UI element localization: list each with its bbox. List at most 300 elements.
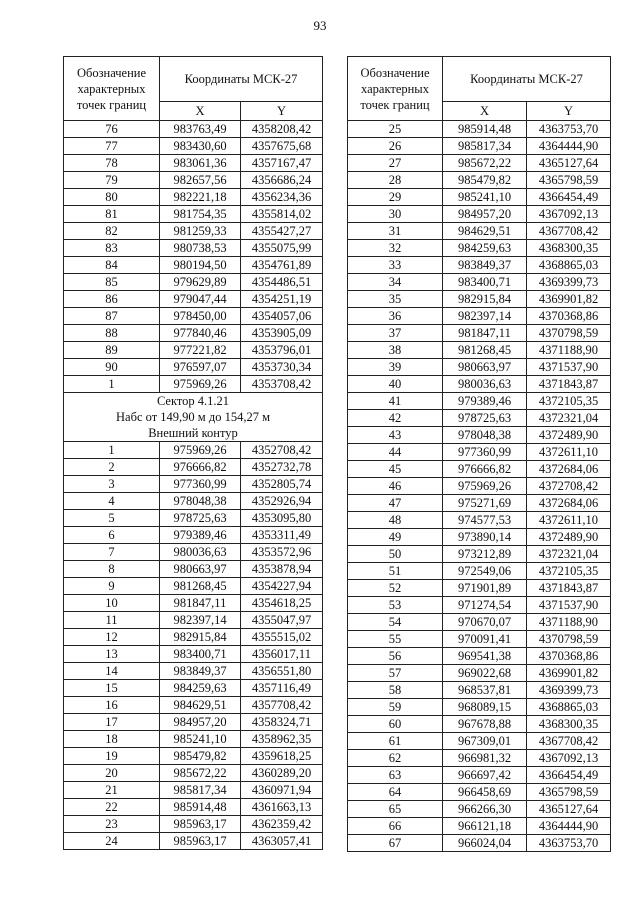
coord-x: 985817,34: [160, 782, 241, 799]
coord-x: 982915,84: [160, 629, 241, 646]
table-row: [348, 648, 611, 665]
coord-x: 969541,38: [443, 648, 527, 665]
coord-x: 967678,88: [443, 716, 527, 733]
point-number: 52: [348, 580, 443, 597]
coord-y: 4370368,86: [527, 648, 611, 665]
point-number: 1: [64, 442, 160, 459]
coord-x: 984259,63: [443, 240, 527, 257]
table-row: [348, 121, 611, 138]
point-number: 17: [64, 714, 160, 731]
coord-y: 4357167,47: [241, 155, 323, 172]
coord-x: 975271,69: [443, 495, 527, 512]
coord-x: 977360,99: [160, 476, 241, 493]
coord-y: 4371188,90: [527, 614, 611, 631]
point-number: 80: [64, 189, 160, 206]
table-row: [64, 731, 323, 748]
point-number: 44: [348, 444, 443, 461]
sector-contour: Внешний контур: [64, 425, 323, 442]
coord-y: 4355814,02: [241, 206, 323, 223]
coord-x: 984259,63: [160, 680, 241, 697]
table-row: [348, 291, 611, 308]
coord-y: 4367708,42: [527, 733, 611, 750]
left-rows-after: [64, 442, 323, 850]
coord-y: 4354057,06: [241, 308, 323, 325]
point-number: 62: [348, 750, 443, 767]
point-number: 14: [64, 663, 160, 680]
header-point-designation: Обозначение характерных точек границ: [64, 57, 160, 121]
coord-y: 4355075,99: [241, 240, 323, 257]
table-row: [64, 257, 323, 274]
table-row: [348, 801, 611, 818]
point-number: 4: [64, 493, 160, 510]
coord-x: 985479,82: [443, 172, 527, 189]
table-row: [64, 493, 323, 510]
coord-x: 984957,20: [443, 206, 527, 223]
coord-y: 4372105,35: [527, 393, 611, 410]
coord-x: 982221,18: [160, 189, 241, 206]
point-number: 65: [348, 801, 443, 818]
table-row: [348, 172, 611, 189]
coord-y: 4355515,02: [241, 629, 323, 646]
point-number: 1: [64, 376, 160, 393]
table-row: [348, 257, 611, 274]
coord-y: 4360289,20: [241, 765, 323, 782]
table-row: [64, 376, 323, 393]
point-number: 90: [64, 359, 160, 376]
point-number: 88: [64, 325, 160, 342]
table-row: [64, 833, 323, 850]
coord-x: 976666,82: [443, 461, 527, 478]
coord-y: 4366454,49: [527, 767, 611, 784]
point-number: 15: [64, 680, 160, 697]
table-row: [348, 529, 611, 546]
coord-y: 4353905,09: [241, 325, 323, 342]
header-y: Y: [527, 102, 611, 121]
coord-y: 4354486,51: [241, 274, 323, 291]
point-number: 58: [348, 682, 443, 699]
coord-y: 4357675,68: [241, 138, 323, 155]
coord-y: 4357116,49: [241, 680, 323, 697]
coord-y: 4358324,71: [241, 714, 323, 731]
table-row: [348, 342, 611, 359]
table-row: [348, 427, 611, 444]
table-row: [64, 561, 323, 578]
table-row: [348, 512, 611, 529]
point-number: 83: [64, 240, 160, 257]
coord-y: 4371537,90: [527, 597, 611, 614]
point-number: 36: [348, 308, 443, 325]
table-row: [348, 546, 611, 563]
point-number: 45: [348, 461, 443, 478]
coord-y: 4354227,94: [241, 578, 323, 595]
coord-x: 985672,22: [443, 155, 527, 172]
coord-x: 966981,32: [443, 750, 527, 767]
coord-x: 972549,06: [443, 563, 527, 580]
table-row: [64, 308, 323, 325]
coord-y: 4372321,04: [527, 410, 611, 427]
right-rows: [348, 121, 611, 852]
coord-y: 4364444,90: [527, 818, 611, 835]
coord-y: 4358208,42: [241, 121, 323, 138]
point-number: 89: [64, 342, 160, 359]
coord-y: 4353878,94: [241, 561, 323, 578]
table-row: [348, 206, 611, 223]
coord-x: 980663,97: [443, 359, 527, 376]
coord-x: 983400,71: [443, 274, 527, 291]
table-row: [64, 646, 323, 663]
header-coordinates: Координаты МСК-27: [160, 57, 323, 102]
point-number: 2: [64, 459, 160, 476]
point-number: 26: [348, 138, 443, 155]
table-row: [348, 223, 611, 240]
coord-y: 4354618,25: [241, 595, 323, 612]
point-number: 30: [348, 206, 443, 223]
table-row: [64, 172, 323, 189]
point-number: 64: [348, 784, 443, 801]
coord-x: 985817,34: [443, 138, 527, 155]
coord-x: 984629,51: [160, 697, 241, 714]
point-number: 42: [348, 410, 443, 427]
header-x: X: [160, 102, 241, 121]
point-number: 76: [64, 121, 160, 138]
coordinates-table-left: [63, 56, 323, 850]
table-row: [348, 733, 611, 750]
table-row: [64, 663, 323, 680]
point-number: 51: [348, 563, 443, 580]
coord-y: 4352708,42: [241, 442, 323, 459]
point-number: 20: [64, 765, 160, 782]
point-number: 87: [64, 308, 160, 325]
coord-x: 985963,17: [160, 816, 241, 833]
table-row: [64, 612, 323, 629]
coord-y: 4372611,10: [527, 444, 611, 461]
point-number: 16: [64, 697, 160, 714]
table-row: [64, 325, 323, 342]
sector-title: Сектор 4.1.21: [64, 393, 323, 410]
coord-x: 985672,22: [160, 765, 241, 782]
coord-x: 981259,33: [160, 223, 241, 240]
coord-x: 966266,30: [443, 801, 527, 818]
table-row: [64, 138, 323, 155]
coord-x: 966121,18: [443, 818, 527, 835]
point-number: 3: [64, 476, 160, 493]
coord-x: 971274,54: [443, 597, 527, 614]
point-number: 9: [64, 578, 160, 595]
coord-y: 4370798,59: [527, 631, 611, 648]
point-number: 66: [348, 818, 443, 835]
table-row: [348, 580, 611, 597]
coord-y: 4365798,59: [527, 172, 611, 189]
point-number: 12: [64, 629, 160, 646]
table-row: [64, 629, 323, 646]
coord-x: 979629,89: [160, 274, 241, 291]
coord-y: 4352926,94: [241, 493, 323, 510]
table-row: [348, 784, 611, 801]
coord-x: 984629,51: [443, 223, 527, 240]
point-number: 21: [64, 782, 160, 799]
coord-x: 982397,14: [160, 612, 241, 629]
coord-x: 966458,69: [443, 784, 527, 801]
point-number: 82: [64, 223, 160, 240]
point-number: 81: [64, 206, 160, 223]
coord-y: 4372684,06: [527, 461, 611, 478]
coord-x: 968537,81: [443, 682, 527, 699]
coord-x: 973212,89: [443, 546, 527, 563]
point-number: 85: [64, 274, 160, 291]
point-number: 78: [64, 155, 160, 172]
table-row: [64, 714, 323, 731]
coord-y: 4367708,42: [527, 223, 611, 240]
table-row: [64, 240, 323, 257]
coord-y: 4366454,49: [527, 189, 611, 206]
coord-x: 977360,99: [443, 444, 527, 461]
coord-x: 982915,84: [443, 291, 527, 308]
table-row: [348, 631, 611, 648]
point-number: 43: [348, 427, 443, 444]
point-number: 47: [348, 495, 443, 512]
table-row: [348, 189, 611, 206]
coord-y: 4363753,70: [527, 835, 611, 852]
coord-x: 973890,14: [443, 529, 527, 546]
coord-y: 4352732,78: [241, 459, 323, 476]
header-x: X: [443, 102, 527, 121]
coord-y: 4364444,90: [527, 138, 611, 155]
point-number: 50: [348, 546, 443, 563]
point-number: 53: [348, 597, 443, 614]
point-number: 22: [64, 799, 160, 816]
table-row: [64, 527, 323, 544]
coord-y: 4369399,73: [527, 274, 611, 291]
point-number: 8: [64, 561, 160, 578]
coord-y: 4368300,35: [527, 716, 611, 733]
coord-x: 979389,46: [443, 393, 527, 410]
table-row: [64, 274, 323, 291]
table-row: [64, 544, 323, 561]
point-number: 48: [348, 512, 443, 529]
coord-y: 4360971,94: [241, 782, 323, 799]
point-number: 59: [348, 699, 443, 716]
table-row: [348, 597, 611, 614]
table-row: [64, 223, 323, 240]
point-number: 29: [348, 189, 443, 206]
table-row: [348, 716, 611, 733]
coord-y: 4371188,90: [527, 342, 611, 359]
point-number: 40: [348, 376, 443, 393]
table-row: [64, 155, 323, 172]
coord-y: 4361663,13: [241, 799, 323, 816]
coord-x: 982397,14: [443, 308, 527, 325]
coord-y: 4372611,10: [527, 512, 611, 529]
table-row: [348, 478, 611, 495]
coord-x: 970670,07: [443, 614, 527, 631]
point-number: 63: [348, 767, 443, 784]
coord-x: 980194,50: [160, 257, 241, 274]
point-number: 41: [348, 393, 443, 410]
coord-y: 4367092,13: [527, 750, 611, 767]
coord-y: 4369901,82: [527, 665, 611, 682]
table-row: [64, 442, 323, 459]
coord-x: 970091,41: [443, 631, 527, 648]
coord-y: 4352805,74: [241, 476, 323, 493]
coord-y: 4359618,25: [241, 748, 323, 765]
coord-x: 975969,26: [160, 442, 241, 459]
sector-height-range: Набс от 149,90 м до 154,27 м: [64, 409, 323, 425]
point-number: 25: [348, 121, 443, 138]
point-number: 13: [64, 646, 160, 663]
coord-x: 985914,48: [160, 799, 241, 816]
point-number: 32: [348, 240, 443, 257]
coord-x: 985914,48: [443, 121, 527, 138]
table-row: [348, 376, 611, 393]
coord-x: 981268,45: [160, 578, 241, 595]
table-row: [348, 308, 611, 325]
coord-y: 4353572,96: [241, 544, 323, 561]
coord-x: 977221,82: [160, 342, 241, 359]
coord-y: 4371843,87: [527, 376, 611, 393]
header-point-designation: Обозначение характерных точек границ: [348, 57, 443, 121]
coord-y: 4356234,36: [241, 189, 323, 206]
coord-x: 985241,10: [160, 731, 241, 748]
coord-x: 982657,56: [160, 172, 241, 189]
coord-x: 967309,01: [443, 733, 527, 750]
point-number: 18: [64, 731, 160, 748]
coord-x: 978725,63: [160, 510, 241, 527]
point-number: 38: [348, 342, 443, 359]
coord-y: 4372684,06: [527, 495, 611, 512]
coord-x: 969022,68: [443, 665, 527, 682]
coord-y: 4353730,34: [241, 359, 323, 376]
point-number: 39: [348, 359, 443, 376]
point-number: 86: [64, 291, 160, 308]
coord-y: 4353796,01: [241, 342, 323, 359]
table-row: [348, 138, 611, 155]
coord-y: 4353708,42: [241, 376, 323, 393]
table-row: [64, 291, 323, 308]
coord-y: 4370368,86: [527, 308, 611, 325]
table-row: [64, 748, 323, 765]
coord-x: 984957,20: [160, 714, 241, 731]
coord-x: 980663,97: [160, 561, 241, 578]
table-row: [64, 765, 323, 782]
point-number: 7: [64, 544, 160, 561]
table-row: [64, 799, 323, 816]
table-row: [348, 818, 611, 835]
coord-x: 978048,38: [160, 493, 241, 510]
table-row: [64, 342, 323, 359]
coord-x: 985963,17: [160, 833, 241, 850]
coord-y: 4363753,70: [527, 121, 611, 138]
table-row: [348, 461, 611, 478]
point-number: 23: [64, 816, 160, 833]
table-row: [64, 476, 323, 493]
coord-x: 979047,44: [160, 291, 241, 308]
coord-x: 971901,89: [443, 580, 527, 597]
coord-x: 968089,15: [443, 699, 527, 716]
point-number: 84: [64, 257, 160, 274]
coord-y: 4371843,87: [527, 580, 611, 597]
coord-y: 4368865,03: [527, 699, 611, 716]
coord-x: 981754,35: [160, 206, 241, 223]
header-coordinates: Координаты МСК-27: [443, 57, 611, 102]
table-row: [64, 206, 323, 223]
coord-y: 4357708,42: [241, 697, 323, 714]
point-number: 5: [64, 510, 160, 527]
coord-x: 966697,42: [443, 767, 527, 784]
point-number: 27: [348, 155, 443, 172]
coord-y: 4354761,89: [241, 257, 323, 274]
point-number: 46: [348, 478, 443, 495]
table-row: [348, 359, 611, 376]
coord-x: 983849,37: [160, 663, 241, 680]
coord-x: 976666,82: [160, 459, 241, 476]
coord-y: 4368300,35: [527, 240, 611, 257]
point-number: 10: [64, 595, 160, 612]
point-number: 35: [348, 291, 443, 308]
coord-y: 4356551,80: [241, 663, 323, 680]
coord-x: 983430,60: [160, 138, 241, 155]
coord-y: 4353095,80: [241, 510, 323, 527]
coord-x: 985241,10: [443, 189, 527, 206]
table-row: [348, 563, 611, 580]
point-number: 57: [348, 665, 443, 682]
point-number: 11: [64, 612, 160, 629]
point-number: 60: [348, 716, 443, 733]
point-number: 54: [348, 614, 443, 631]
coord-x: 978450,00: [160, 308, 241, 325]
coord-y: 4356686,24: [241, 172, 323, 189]
table-row: [348, 444, 611, 461]
table-row: [64, 359, 323, 376]
point-number: 77: [64, 138, 160, 155]
coord-x: 976597,07: [160, 359, 241, 376]
table-row: [348, 699, 611, 716]
table-row: [348, 835, 611, 852]
coord-x: 977840,46: [160, 325, 241, 342]
coord-y: 4372489,90: [527, 529, 611, 546]
coord-x: 983849,37: [443, 257, 527, 274]
coordinates-table-right: [347, 56, 611, 852]
coord-y: 4358962,35: [241, 731, 323, 748]
coord-x: 966024,04: [443, 835, 527, 852]
point-number: 34: [348, 274, 443, 291]
coord-x: 978048,38: [443, 427, 527, 444]
coord-x: 979389,46: [160, 527, 241, 544]
coord-y: 4355047,97: [241, 612, 323, 629]
coord-x: 978725,63: [443, 410, 527, 427]
table-row: [64, 189, 323, 206]
table-row: [64, 782, 323, 799]
point-number: 33: [348, 257, 443, 274]
point-number: 55: [348, 631, 443, 648]
coord-x: 981847,11: [160, 595, 241, 612]
table-row: [64, 697, 323, 714]
coord-y: 4371537,90: [527, 359, 611, 376]
point-number: 49: [348, 529, 443, 546]
coord-y: 4363057,41: [241, 833, 323, 850]
coord-y: 4365798,59: [527, 784, 611, 801]
coord-y: 4372708,42: [527, 478, 611, 495]
coord-y: 4355427,27: [241, 223, 323, 240]
coord-x: 983763,49: [160, 121, 241, 138]
table-row: [348, 614, 611, 631]
table-row: [64, 680, 323, 697]
sector-caption: [64, 393, 323, 442]
coord-y: 4368865,03: [527, 257, 611, 274]
table-row: [348, 393, 611, 410]
coord-x: 983061,36: [160, 155, 241, 172]
coord-y: 4365127,64: [527, 155, 611, 172]
coord-y: 4367092,13: [527, 206, 611, 223]
